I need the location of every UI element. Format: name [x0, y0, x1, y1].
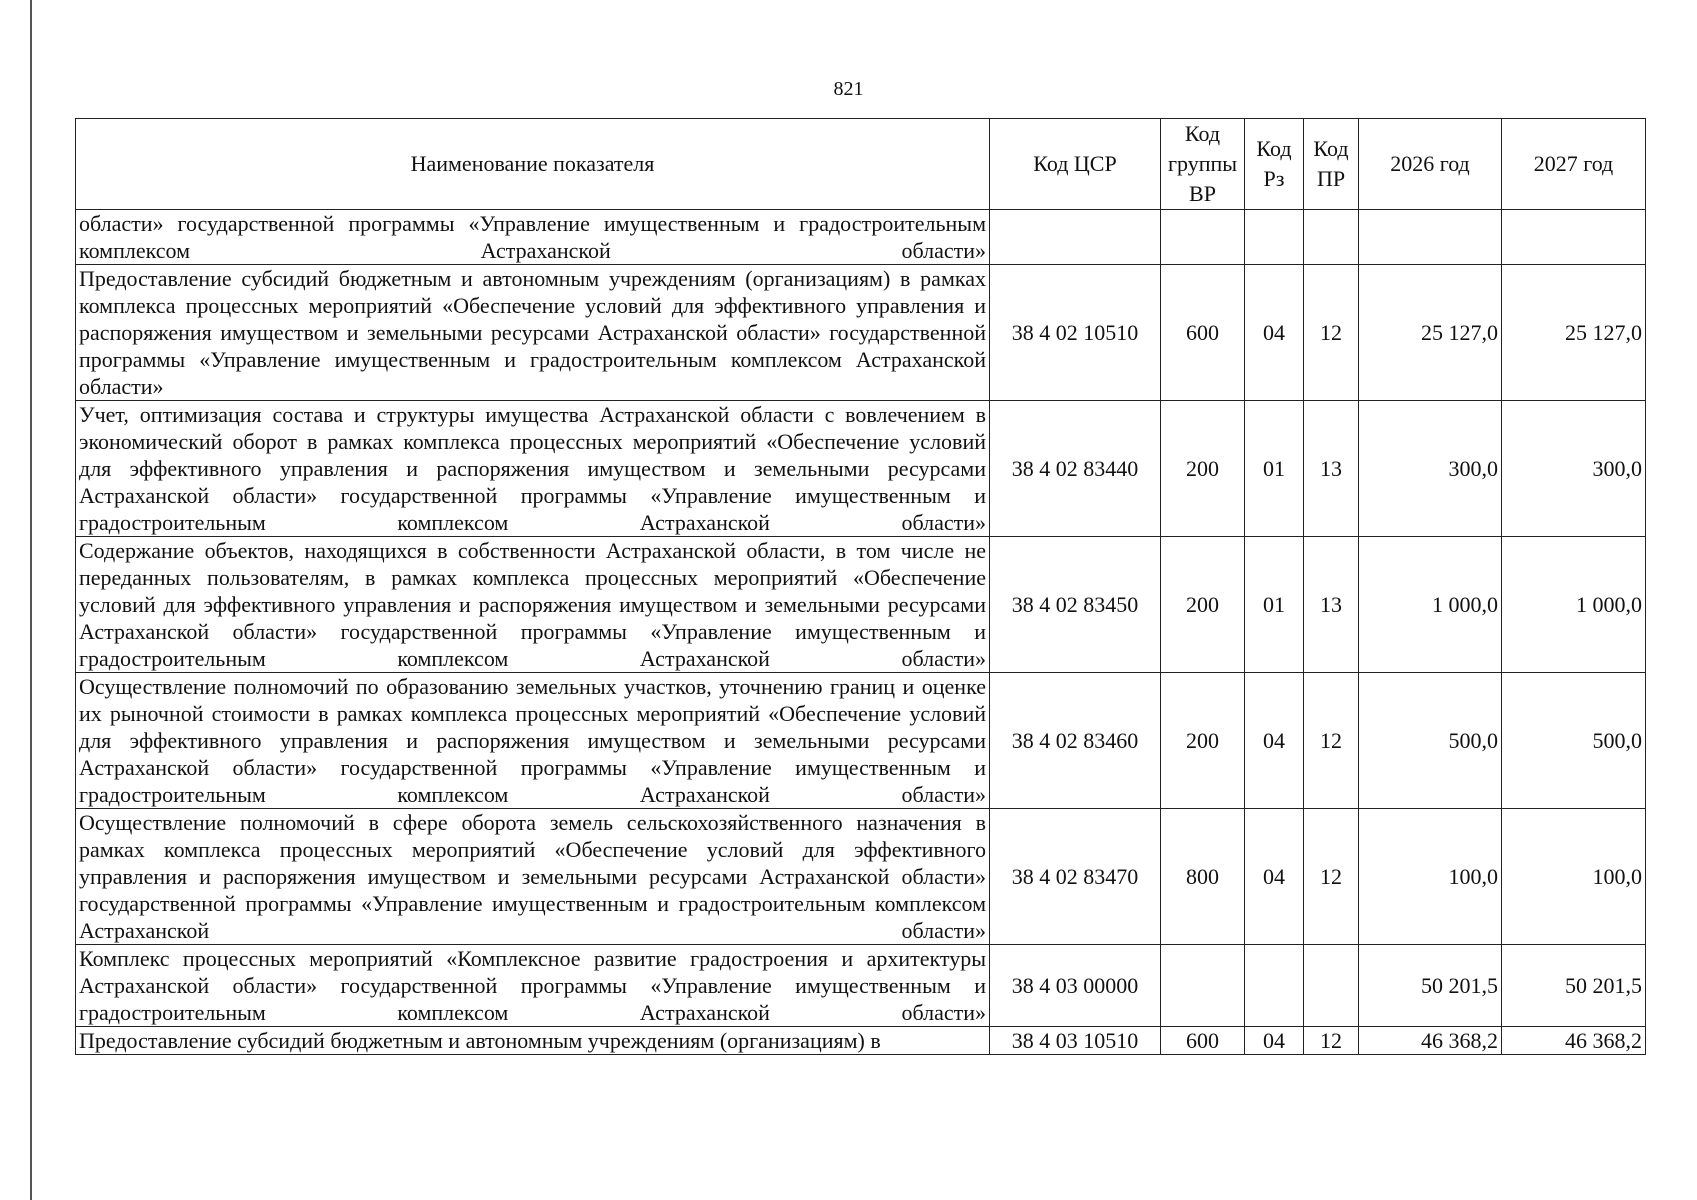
- table-row: [76, 673, 1646, 809]
- cell-rz: 04: [1245, 673, 1304, 809]
- cell-vr: [1161, 945, 1245, 1027]
- table-row: [76, 210, 1646, 265]
- cell-rz: [1245, 210, 1304, 265]
- table-row: [76, 401, 1646, 537]
- header-rz: Код Рз: [1245, 119, 1304, 210]
- cell-vr: 600: [1161, 1027, 1245, 1055]
- cell-2026: [1359, 210, 1502, 265]
- header-2027: 2027 год: [1502, 119, 1646, 210]
- cell-name: области» государственной программы «Управление имущественным и градостроительным комплексом Астраханской области»: [76, 210, 990, 265]
- cell-rz: 04: [1245, 809, 1304, 945]
- cell-rz: 01: [1245, 537, 1304, 673]
- cell-vr: [1161, 210, 1245, 265]
- cell-name: Комплекс процессных мероприятий «Комплексное развитие градостроения и архитектуры Астраханской области» государственной программы «Управление имущественным и градостроительным комплексом Астраханской области»: [76, 945, 990, 1027]
- cell-2026: 100,0: [1359, 809, 1502, 945]
- table-row: [76, 809, 1646, 945]
- cell-2027: 1 000,0: [1502, 537, 1646, 673]
- binding-line: [30, 0, 32, 1200]
- cell-2027: 300,0: [1502, 401, 1646, 537]
- table-header-row: [76, 119, 1646, 210]
- budget-table: [75, 118, 1646, 1055]
- cell-2026: 300,0: [1359, 401, 1502, 537]
- header-name: Наименование показателя: [76, 119, 990, 210]
- cell-name: Осуществление полномочий в сфере оборота земель сельскохозяйственного назначения в рамках комплекса процессных мероприятий «Обеспечение условий для эффективного управления и распоряжения имуществом и земельными ресурсами Астраханской области» государственной программы «Управление имущественным и градостроительным комплексом Астраханской области»: [76, 809, 990, 945]
- cell-2026: 50 201,5: [1359, 945, 1502, 1027]
- cell-csr: [990, 210, 1161, 265]
- cell-vr: 600: [1161, 265, 1245, 401]
- cell-2027: [1502, 210, 1646, 265]
- cell-name: Учет, оптимизация состава и структуры имущества Астраханской области с вовлечением в экономический оборот в рамках комплекса процессных мероприятий «Обеспечение условий для эффективного управления и распоряжения имуществом и земельными ресурсами Астраханской области» государственной программы «Управление имущественным и градостроительным комплексом Астраханской области»: [76, 401, 990, 537]
- cell-rz: 04: [1245, 265, 1304, 401]
- cell-rz: [1245, 945, 1304, 1027]
- cell-pr: 12: [1304, 1027, 1359, 1055]
- cell-name: Предоставление субсидий бюджетным и автономным учреждениям (организациям) в рамках комплекса процессных мероприятий «Обеспечение условий для эффективного управления и распоряжения имуществом и земельными ресурсами Астраханской области» государственной программы «Управление имущественным и градостроительным комплексом Астраханской области»: [76, 265, 990, 401]
- cell-name: Содержание объектов, находящихся в собственности Астраханской области, в том числе не переданных пользователям, в рамках комплекса процессных мероприятий «Обеспечение условий для эффективного управления и распоряжения имуществом и земельными ресурсами Астраханской области» государственной программы «Управление имущественным и градостроительным комплексом Астраханской области»: [76, 537, 990, 673]
- cell-pr: 12: [1304, 673, 1359, 809]
- cell-2026: 46 368,2: [1359, 1027, 1502, 1055]
- cell-pr: 12: [1304, 809, 1359, 945]
- cell-name: Предоставление субсидий бюджетным и автономным учреждениям (организациям) в: [76, 1027, 990, 1055]
- cell-2026: 500,0: [1359, 673, 1502, 809]
- cell-2026: 1 000,0: [1359, 537, 1502, 673]
- cell-csr: 38 4 02 10510: [990, 265, 1161, 401]
- cell-name: Осуществление полномочий по образованию земельных участков, уточнению границ и оценке их рыночной стоимости в рамках комплекса процессных мероприятий «Обеспечение условий для эффективного управления и распоряжения имуществом и земельными ресурсами Астраханской области» государственной программы «Управление имущественным и градостроительным комплексом Астраханской области»: [76, 673, 990, 809]
- header-pr: Код ПР: [1304, 119, 1359, 210]
- cell-pr: 13: [1304, 537, 1359, 673]
- cell-2027: 25 127,0: [1502, 265, 1646, 401]
- cell-2027: 50 201,5: [1502, 945, 1646, 1027]
- cell-2027: 46 368,2: [1502, 1027, 1646, 1055]
- cell-csr: 38 4 02 83460: [990, 673, 1161, 809]
- cell-vr: 200: [1161, 401, 1245, 537]
- cell-csr: 38 4 02 83470: [990, 809, 1161, 945]
- cell-csr: 38 4 03 00000: [990, 945, 1161, 1027]
- cell-vr: 800: [1161, 809, 1245, 945]
- cell-csr: 38 4 02 83450: [990, 537, 1161, 673]
- table-row: [76, 537, 1646, 673]
- table-row: [76, 1027, 1646, 1055]
- cell-pr: [1304, 210, 1359, 265]
- cell-pr: 12: [1304, 265, 1359, 401]
- cell-2027: 500,0: [1502, 673, 1646, 809]
- cell-rz: 04: [1245, 1027, 1304, 1055]
- cell-pr: [1304, 945, 1359, 1027]
- cell-vr: 200: [1161, 673, 1245, 809]
- header-vr: Код группы ВР: [1161, 119, 1245, 210]
- table-row: [76, 265, 1646, 401]
- cell-pr: 13: [1304, 401, 1359, 537]
- cell-2027: 100,0: [1502, 809, 1646, 945]
- cell-csr: 38 4 02 83440: [990, 401, 1161, 537]
- cell-csr: 38 4 03 10510: [990, 1027, 1161, 1055]
- page-number: 821: [833, 78, 864, 100]
- cell-rz: 01: [1245, 401, 1304, 537]
- cell-vr: 200: [1161, 537, 1245, 673]
- header-csr: Код ЦСР: [990, 119, 1161, 210]
- table-row: [76, 945, 1646, 1027]
- cell-2026: 25 127,0: [1359, 265, 1502, 401]
- header-2026: 2026 год: [1359, 119, 1502, 210]
